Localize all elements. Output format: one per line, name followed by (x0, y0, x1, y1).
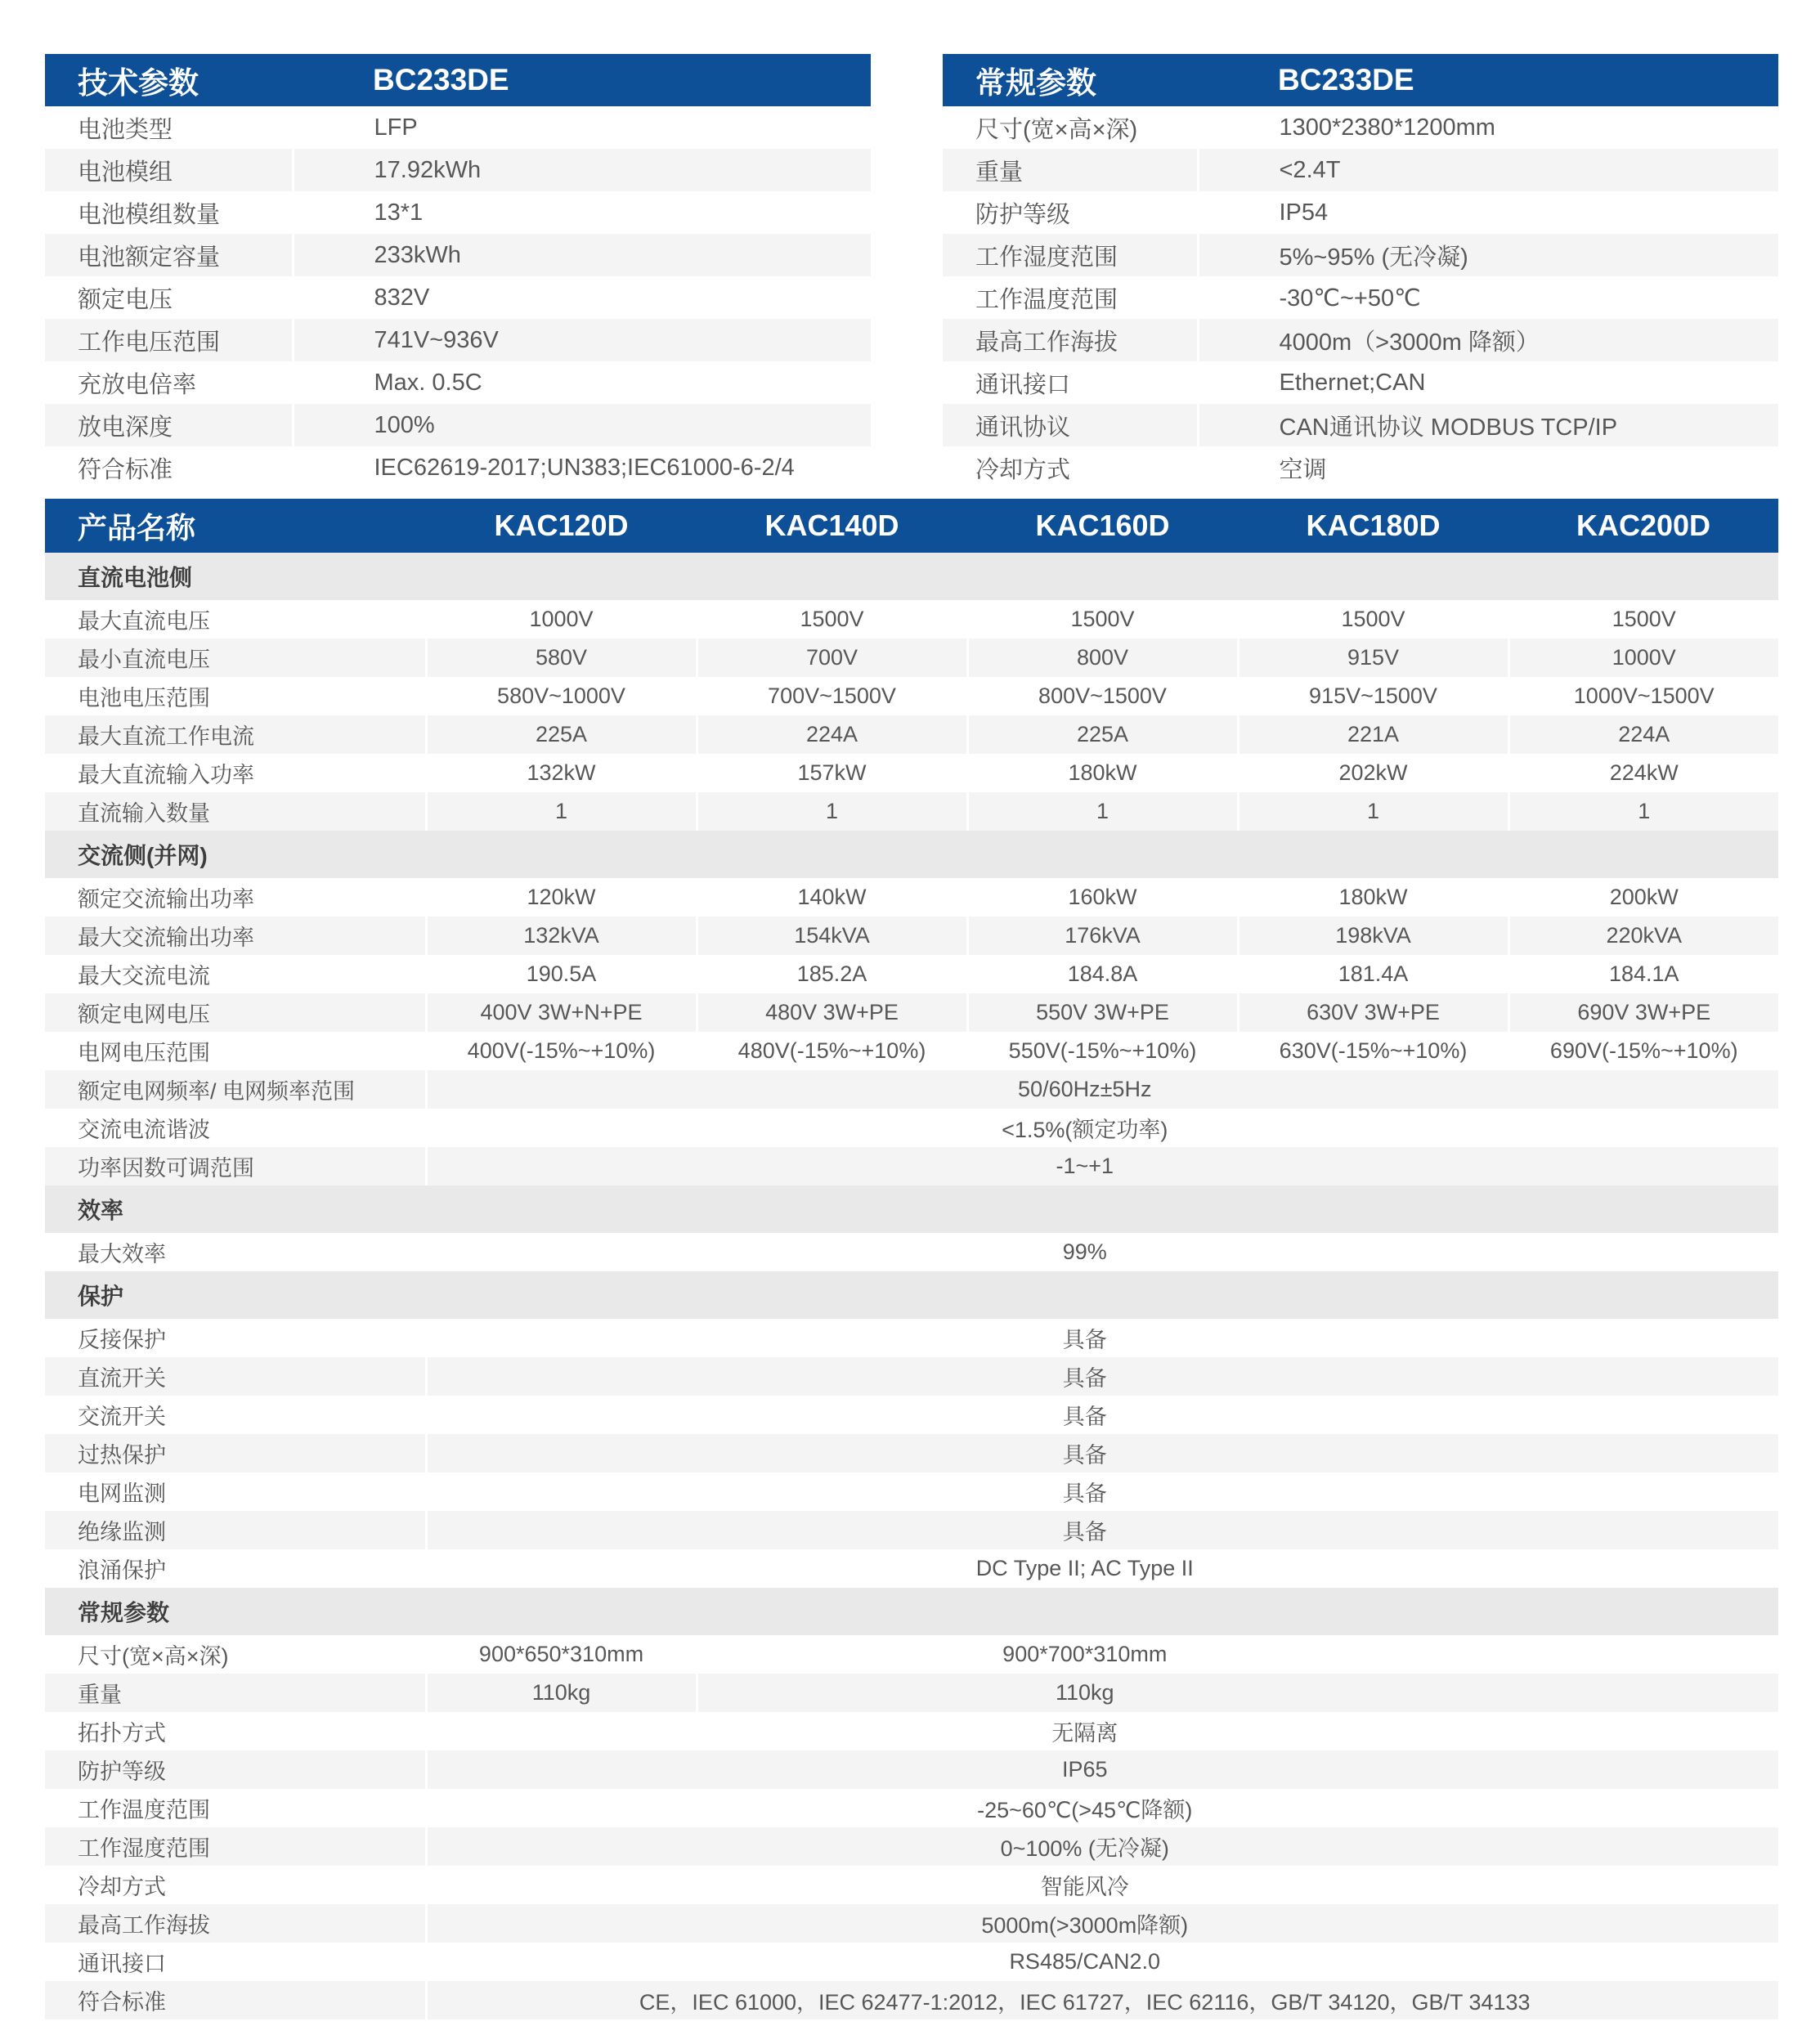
product-table-body (45, 553, 1778, 2019)
param-value: 1300*2380*1200mm (1198, 106, 1778, 149)
tech-params-table (45, 54, 871, 489)
param-value: 915V (1238, 639, 1508, 677)
param-label: 电池模组 (45, 149, 293, 191)
param-label: 电池模组数量 (78, 201, 221, 228)
param-value: 480V(-15%~+10%) (697, 1032, 967, 1070)
param-value-merged: 5000m(>3000m降额) (426, 1904, 1778, 1943)
table-row (45, 1789, 1778, 1827)
param-label: 绝缘监测 (45, 1511, 426, 1549)
table-row (45, 106, 871, 149)
table-row (45, 1233, 1778, 1271)
param-label: 工作湿度范围 (45, 1827, 426, 1866)
param-value-merged: 50/60Hz±5Hz (426, 1070, 1778, 1109)
tech-table-model: BC233DE (293, 54, 871, 106)
param-value: 5%~95% (无冷凝) (1198, 234, 1778, 276)
section-header: 常规参数 (45, 1588, 1778, 1635)
param-value: 221A (1238, 715, 1508, 754)
table-row (45, 1434, 1778, 1472)
table-row (45, 361, 871, 404)
param-value: 1000V (1508, 639, 1778, 677)
param-label: 电池电压范围 (78, 686, 210, 710)
param-value: 176kVA (967, 917, 1238, 955)
table-row (45, 993, 1778, 1032)
param-value: 132kW (426, 754, 697, 792)
table-row (45, 1109, 1778, 1147)
section-row (45, 1588, 1778, 1635)
param-label: 最大直流输入功率 (78, 763, 254, 787)
param-value: 580V (426, 639, 697, 677)
model-header: KAC140D (697, 499, 967, 553)
param-value: 400V 3W+N+PE (426, 993, 697, 1032)
param-label: 浪涌保护 (78, 1558, 166, 1583)
param-value: 1 (697, 792, 967, 831)
param-value: 4000m（>3000m 降额） (1198, 319, 1778, 361)
param-value: 550V(-15%~+10%) (967, 1032, 1238, 1070)
param-value: LFP (293, 106, 871, 149)
param-label: 拓扑方式 (78, 1721, 166, 1746)
param-value: IEC62619-2017;UN383;IEC61000-6-2/4 (293, 446, 871, 489)
param-value: 空调 (1198, 446, 1778, 489)
param-value-merged: -25~60℃(>45℃降额) (426, 1789, 1778, 1827)
param-label: 最大直流工作电流 (45, 715, 426, 754)
table-row (45, 1712, 1778, 1750)
section-row (45, 1271, 1778, 1319)
param-value: 225A (967, 715, 1238, 754)
param-value: CAN通讯协议 MODBUS TCP/IP (1198, 404, 1778, 446)
table-row (45, 917, 1778, 955)
param-label: 过热保护 (45, 1434, 426, 1472)
param-value: 100% (293, 404, 871, 446)
param-label: 防护等级 (45, 1750, 426, 1789)
param-value: 630V(-15%~+10%) (1238, 1032, 1508, 1070)
param-value-merged: RS485/CAN2.0 (426, 1943, 1778, 1981)
param-value: 690V 3W+PE (1508, 993, 1778, 1032)
table-row (45, 1357, 1778, 1396)
param-label: 直流开关 (45, 1357, 426, 1396)
param-label: 额定电网频率/ 电网频率范围 (45, 1070, 426, 1109)
table-row (943, 276, 1778, 319)
param-value: 1500V (1238, 600, 1508, 639)
param-label: 重量 (45, 1674, 426, 1712)
param-value: 800V~1500V (967, 677, 1238, 715)
table-row (45, 1943, 1778, 1981)
top-spec-tables (45, 54, 1778, 489)
param-value: 915V~1500V (1238, 677, 1508, 715)
table-row (45, 404, 871, 446)
param-value: 120kW (426, 878, 697, 917)
param-value-merged: 110kg (697, 1674, 1778, 1712)
param-value-merged: 具备 (426, 1396, 1778, 1434)
param-value: 184.8A (967, 955, 1238, 993)
param-label: 工作温度范围 (78, 1798, 210, 1822)
table-row (45, 600, 1778, 639)
tech-table-header-row (45, 54, 871, 106)
product-comparison-table (45, 499, 1778, 2019)
param-value: 154kVA (697, 917, 967, 955)
param-value: 630V 3W+PE (1238, 993, 1508, 1032)
param-value: 110kg (426, 1674, 697, 1712)
param-value: 233kWh (293, 234, 871, 276)
param-value: 224A (697, 715, 967, 754)
param-value: 160kW (967, 878, 1238, 917)
param-label: 通讯接口 (975, 371, 1071, 398)
param-label: 额定电压 (78, 286, 173, 313)
param-value: 580V~1000V (426, 677, 697, 715)
param-value: 1 (426, 792, 697, 831)
model-header: KAC200D (1508, 499, 1778, 553)
param-label: 功率因数可调范围 (45, 1147, 426, 1186)
product-table-header-row (45, 499, 1778, 553)
param-label: 尺寸(宽×高×深) (975, 116, 1138, 143)
section-header: 直流电池侧 (45, 553, 1778, 600)
table-row (45, 677, 1778, 715)
param-label: 最大效率 (78, 1242, 166, 1266)
param-value-merged: 99% (426, 1233, 1778, 1271)
param-value: 198kVA (1238, 917, 1508, 955)
param-value: 17.92kWh (293, 149, 871, 191)
param-value: 1 (1508, 792, 1778, 831)
general-table-header-row (943, 54, 1778, 106)
param-label: 最高工作海拔 (943, 319, 1198, 361)
param-label: 工作温度范围 (975, 286, 1118, 313)
general-table-model: BC233DE (1198, 54, 1778, 106)
param-value-merged: -1~+1 (426, 1147, 1778, 1186)
param-label: 交流电流谐波 (78, 1118, 210, 1142)
tech-table-title: 技术参数 (45, 54, 293, 106)
param-value: 140kW (697, 878, 967, 917)
section-header: 交流侧(并网) (45, 831, 1778, 878)
table-row (45, 1866, 1778, 1904)
param-value: -30℃~+50℃ (1198, 276, 1778, 319)
param-value: 13*1 (293, 191, 871, 234)
table-row (45, 319, 871, 361)
param-value: 1 (967, 792, 1238, 831)
param-value: 690V(-15%~+10%) (1508, 1032, 1778, 1070)
general-table-body (943, 106, 1778, 489)
param-label: 最大直流电压 (78, 609, 210, 634)
param-value: 224kW (1508, 754, 1778, 792)
param-value: 832V (293, 276, 871, 319)
param-label: 额定电网电压 (45, 993, 426, 1032)
param-label: 最大交流输出功率 (45, 917, 426, 955)
param-label: 交流开关 (78, 1405, 166, 1429)
table-row (45, 234, 871, 276)
section-row (45, 831, 1778, 878)
param-value: 900*650*310mm (426, 1635, 697, 1674)
table-row (943, 191, 1778, 234)
param-value-merged: 无隔离 (426, 1712, 1778, 1750)
param-value: 225A (426, 715, 697, 754)
model-header: KAC160D (967, 499, 1238, 553)
section-header: 保护 (45, 1271, 1778, 1319)
table-row (943, 319, 1778, 361)
param-label: 电网监测 (78, 1481, 166, 1506)
param-value-merged: 具备 (426, 1357, 1778, 1396)
param-value: 184.1A (1508, 955, 1778, 993)
param-value: 800V (967, 639, 1238, 677)
param-value: 200kW (1508, 878, 1778, 917)
general-params-table (943, 54, 1778, 489)
param-value: 400V(-15%~+10%) (426, 1032, 697, 1070)
param-value-merged: 具备 (426, 1472, 1778, 1511)
param-value: 185.2A (697, 955, 967, 993)
param-value: 700V~1500V (697, 677, 967, 715)
param-value: <2.4T (1198, 149, 1778, 191)
table-row (45, 955, 1778, 993)
param-value: IP54 (1198, 191, 1778, 234)
param-label: 最高工作海拔 (45, 1904, 426, 1943)
table-row (45, 1635, 1778, 1674)
param-value: 132kVA (426, 917, 697, 955)
param-value-merged: 具备 (426, 1319, 1778, 1357)
param-value: 157kW (697, 754, 967, 792)
param-label: 通讯协议 (943, 404, 1198, 446)
param-value: 480V 3W+PE (697, 993, 967, 1032)
table-row (45, 639, 1778, 677)
param-label: 直流输入数量 (45, 792, 426, 831)
table-row (943, 106, 1778, 149)
table-row (45, 1674, 1778, 1712)
table-row (45, 1147, 1778, 1186)
table-row (45, 792, 1778, 831)
param-label: 最小直流电压 (45, 639, 426, 677)
table-row (45, 1981, 1778, 2019)
param-value: 1000V (426, 600, 697, 639)
table-row (45, 149, 871, 191)
param-value: 220kVA (1508, 917, 1778, 955)
table-row (45, 1511, 1778, 1549)
param-label: 电池类型 (78, 116, 173, 143)
param-value-merged: IP65 (426, 1750, 1778, 1789)
table-row (943, 149, 1778, 191)
param-value-merged: 具备 (426, 1511, 1778, 1549)
param-value: 1 (1238, 792, 1508, 831)
param-value: 190.5A (426, 955, 697, 993)
section-row (45, 553, 1778, 600)
param-label: 冷却方式 (78, 1875, 166, 1899)
param-label: 工作湿度范围 (943, 234, 1198, 276)
tech-table-body (45, 106, 871, 489)
param-value: 741V~936V (293, 319, 871, 361)
table-row (45, 715, 1778, 754)
table-row (45, 1549, 1778, 1588)
param-value-merged: 具备 (426, 1434, 1778, 1472)
param-value-merged: 0~100% (无冷凝) (426, 1827, 1778, 1866)
param-label: 充放电倍率 (78, 371, 197, 398)
param-value: Ethernet;CAN (1198, 361, 1778, 404)
param-value: Max. 0.5C (293, 361, 871, 404)
param-value-merged: <1.5%(额定功率) (426, 1109, 1778, 1147)
param-label: 符合标准 (45, 1981, 426, 2019)
table-row (45, 1827, 1778, 1866)
param-label: 放电深度 (45, 404, 293, 446)
param-value-merged: 900*700*310mm (697, 1635, 1778, 1674)
section-header: 效率 (45, 1186, 1778, 1233)
table-row (45, 1396, 1778, 1434)
table-row (45, 1472, 1778, 1511)
param-label: 符合标准 (78, 456, 173, 483)
param-value: 1000V~1500V (1508, 677, 1778, 715)
param-label: 重量 (943, 149, 1198, 191)
table-row (45, 1750, 1778, 1789)
param-value: 224A (1508, 715, 1778, 754)
table-row (45, 1904, 1778, 1943)
table-row (943, 234, 1778, 276)
param-label: 电池额定容量 (45, 234, 293, 276)
param-label: 防护等级 (975, 201, 1071, 228)
section-row (45, 1186, 1778, 1233)
table-row (943, 361, 1778, 404)
table-row (943, 446, 1778, 489)
table-row (45, 276, 871, 319)
table-row (45, 1070, 1778, 1109)
param-value: 700V (697, 639, 967, 677)
param-value-merged: CE，IEC 61000，IEC 62477-1:2012，IEC 61727，IEC 62116，GB/T 34120，GB/T 34133 (426, 1981, 1778, 2019)
model-header: KAC120D (426, 499, 697, 553)
param-label: 电网电压范围 (78, 1041, 210, 1065)
table-row (45, 1032, 1778, 1070)
table-row (45, 191, 871, 234)
param-label: 额定交流输出功率 (78, 887, 254, 912)
general-table-title: 常规参数 (943, 54, 1198, 106)
param-label: 尺寸(宽×高×深) (78, 1644, 229, 1669)
param-value: 1500V (967, 600, 1238, 639)
param-label: 冷却方式 (975, 456, 1071, 483)
param-label: 通讯接口 (78, 1952, 166, 1976)
table-row (943, 404, 1778, 446)
param-value: 1500V (1508, 600, 1778, 639)
param-value: 181.4A (1238, 955, 1508, 993)
param-value: 202kW (1238, 754, 1508, 792)
param-label: 最大交流电流 (78, 964, 210, 988)
product-table-title: 产品名称 (45, 499, 426, 553)
param-value: 550V 3W+PE (967, 993, 1238, 1032)
table-row (45, 1319, 1778, 1357)
table-row (45, 446, 871, 489)
param-value-merged: DC Type II; AC Type II (426, 1549, 1778, 1588)
param-value-merged: 智能风冷 (426, 1866, 1778, 1904)
model-header: KAC180D (1238, 499, 1508, 553)
param-label: 反接保护 (78, 1328, 166, 1352)
table-row (45, 754, 1778, 792)
table-row (45, 878, 1778, 917)
param-value: 1500V (697, 600, 967, 639)
param-label: 工作电压范围 (45, 319, 293, 361)
param-value: 180kW (967, 754, 1238, 792)
param-value: 180kW (1238, 878, 1508, 917)
